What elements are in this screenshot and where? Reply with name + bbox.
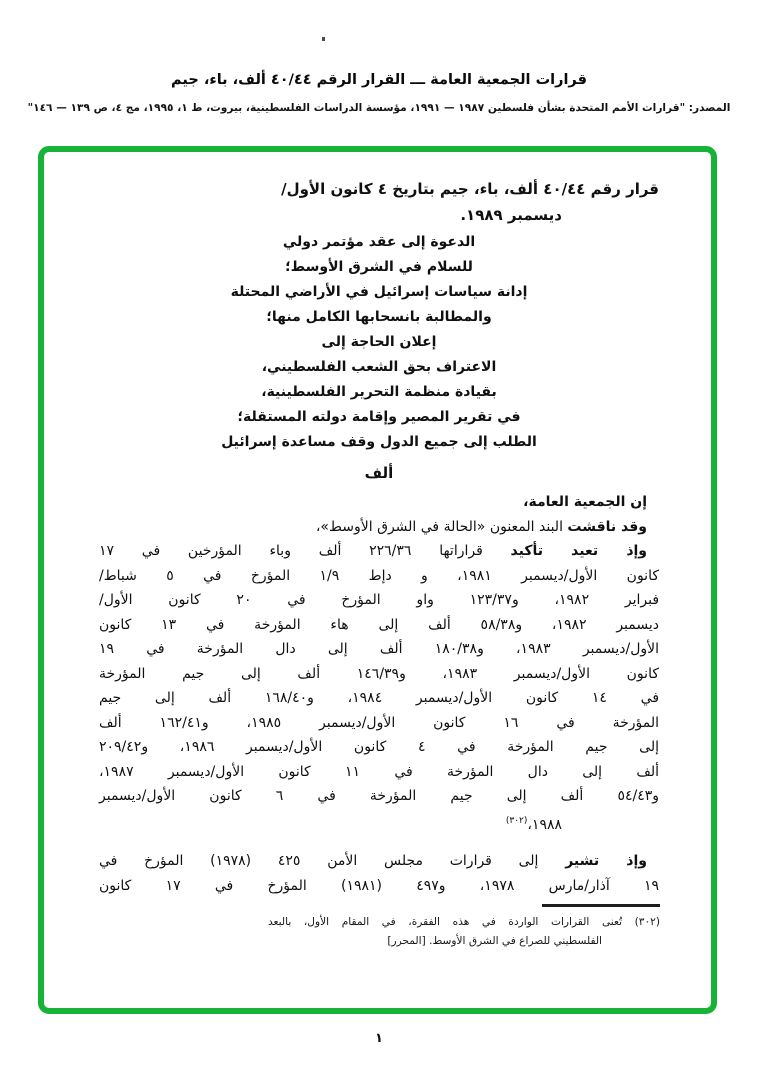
summary-line: والمطالبة بانسحابها الكامل منها؛ (266, 309, 492, 325)
footnote-line: الفلسطيني للصراع في الشرق الأوسط. [المحرر] (387, 934, 602, 947)
paragraph-text: البند المعنون «الحالة في الشرق الأوسط»، (315, 518, 568, 535)
resolution-title-line: قرار رقم ٤٠/٤٤ ألف، باء، جيم بتاريخ ٤ كانون الأول/ (281, 180, 659, 198)
paragraph-reaffirm-line: كانون الأول/ديسمبر ١٩٨١، و دإط ١/٩ المؤرخ في ٥ شباط/ (99, 567, 660, 584)
scan-speck (322, 37, 325, 41)
resolution-summary (99, 230, 659, 455)
paragraph-reaffirm-line: المؤرخة في ١٦ كانون الأول/ديسمبر ١٩٨٥، و١٦٢/٤١ ألف (99, 714, 659, 731)
footnote-line: (٣٠٢) تُعنى القرارات الواردة في هذه الفقرة، في المقام الأول، بالبعد (268, 915, 660, 928)
paragraph-discussed (99, 515, 659, 540)
paragraph-reaffirm-line: ألف إلى دال المؤرخة في ١١ كانون الأول/ديسمبر ١٩٨٧، (99, 763, 659, 780)
summary-line: إدانة سياسات إسرائيل في الأراضي المحتلة (230, 284, 528, 300)
paragraph-reaffirm-line (99, 539, 659, 564)
paragraph-lead: وقد ناقشت (567, 518, 647, 535)
summary-line: الاعتراف بحق الشعب الفلسطيني، (261, 359, 497, 375)
paragraph-recall-line: ١٩ آذار/مارس ١٩٧٨، و٤٩٧ (١٩٨١) المؤرخ في ١٧ كانون (99, 877, 659, 894)
paragraph-lead: وإذ تشير (565, 853, 647, 869)
summary-line: الدعوة إلى عقد مؤتمر دولي (282, 234, 476, 250)
resolution-title-line: ديسمبر ١٩٨٩. (460, 206, 562, 224)
resolution-title (99, 176, 659, 228)
summary-line: في تقرير المصير وإقامة دولته المستقلة؛ (237, 409, 521, 425)
footnote-reference: (٣٠٢) (505, 815, 528, 826)
paragraph-reaffirm-line: في ١٤ كانون الأول/ديسمبر ١٩٨٤، و١٦٨/٤٠ ألف إلى جيم (99, 690, 660, 706)
footnote-separator (542, 904, 660, 907)
paragraph-reaffirm-line: الأول/ديسمبر ١٩٨٣، و١٨٠/٣٨ ألف إلى دال المؤرخة في ١٩ (99, 641, 660, 657)
page-number: ١ (375, 1031, 383, 1046)
summary-line: للسلام في الشرق الأوسط؛ (285, 259, 473, 275)
paragraph-text: إلى قرارات مجلس الأمن ٤٢٥ (١٩٧٨) المؤرخ في (99, 853, 566, 869)
paragraph-reaffirm-line: كانون الأول/ديسمبر ١٩٨٣، و١٤٦/٣٩ ألف إلى جيم المؤرخة (99, 665, 659, 682)
paragraph-reaffirm-line: إلى جيم المؤرخة في ٤ كانون الأول/ديسمبر ١٩٨٦، و٢٠٩/٤٢ (99, 739, 659, 755)
paragraph-reaffirm-line: ديسمبر ١٩٨٢، و٥٨/٣٨ ألف إلى هاء المؤرخة في ١٣ كانون (99, 616, 659, 633)
resolution-paragraphs (99, 490, 659, 898)
paragraph-lead: وإذ تعيد تأكيد (510, 543, 648, 559)
paragraph-reaffirm-line: فبراير ١٩٨٢، و١٢٣/٣٧ واو المؤرخ في ٢٠ كانون الأول/ (99, 592, 660, 608)
paragraph-recall-line (99, 849, 659, 874)
page-header-source: المصدر: "قرارات الأمم المتحدة بشأن فلسطين ١٩٨٧ — ١٩٩١، مؤسسة الدراسات الفلسطينية، بيروت، ط ١، ١٩٩٥، مج ٤، ص ١٣٩ — ١٤٦" (27, 102, 731, 114)
paragraph-reaffirm-lastline (99, 809, 659, 838)
summary-line: إعلان الحاجة إلى (321, 334, 437, 350)
paragraph-assembly: إن الجمعية العامة، (523, 494, 647, 510)
page-header-title: قرارات الجمعية العامة ـــ القرار الرقم ٤٠/٤٤ ألف، باء، جيم (171, 72, 587, 88)
section-heading: ألف (364, 464, 394, 482)
resolution-body (99, 146, 659, 898)
summary-line: بقيادة منظمة التحرير الفلسطينية، (261, 384, 497, 400)
summary-line: الطلب إلى جميع الدول وقف مساعدة إسرائيل (221, 434, 537, 450)
footnote (268, 897, 660, 951)
paragraph-reaffirm-line: و٥٤/٤٣ ألف إلى جيم المؤرخة في ٦ كانون الأول/ديسمبر (99, 788, 659, 804)
paragraph-text: ١٩٨٨، (527, 816, 562, 833)
paragraph-text: قراراتها ٢٢٦/٣٦ ألف وباء المؤرخين في ١٧ (99, 543, 511, 559)
